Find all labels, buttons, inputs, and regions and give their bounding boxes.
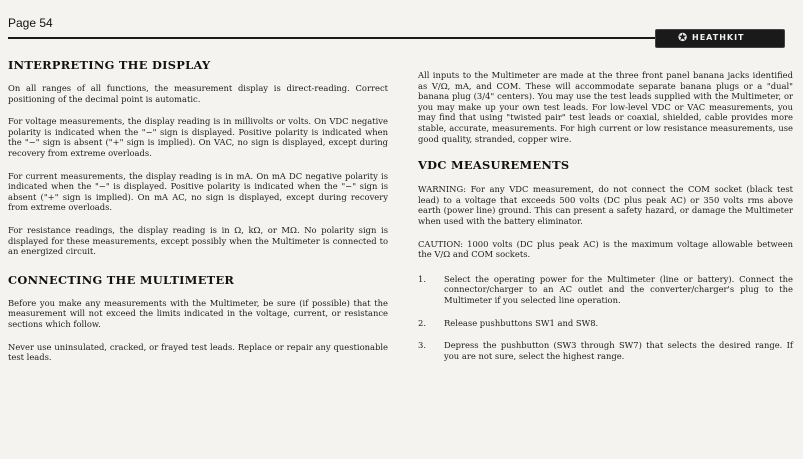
right-column: [418, 70, 793, 373]
warning-paragraph: WARNING: For any VDC measurement, do not connect the COM socket (black test lead) to a voltage that exceeds 500 volts (DC plus peak AC) or 350 volts rms above earth (power line) ground. This can present a safety hazard, or damage the Multimeter when used with the battery eliminator.: [418, 184, 793, 226]
paragraph: For resistance readings, the display reading is in Ω, kΩ, or MΩ. No polarity sign is displayed for these measurements, except possibly when the Multimeter is connected to an energized circuit.: [8, 224, 388, 257]
page-number: Page 54: [8, 16, 53, 30]
section-title-connecting: CONNECTING THE MULTIMETER: [8, 272, 235, 287]
left-column: [8, 58, 388, 363]
header-rule: [8, 37, 656, 39]
heathkit-logo: [655, 29, 785, 48]
step-number: 3.: [418, 340, 426, 351]
inputs-paragraph: All inputs to the Multimeter are made at the three front panel banana jacks identified as V/Ω, mA, and COM. These will accommodate separate banana plugs or a "dual" banana plug (3/4" centers). You may use the test leads supplied with the Multimeter, or you may make up your own test leads. For low-level VDC or VAC measurements, you may find that using "twisted pair" test leads or coaxial, shielded, cable provides more stable, accurate, measurements. For high current or low resistance measurements, use good quality, stranded, copper wire.: [418, 70, 793, 144]
caution-paragraph: CAUTION: 1000 volts (DC plus peak AC) is the maximum voltage allowable between the V/Ω and COM sockets.: [418, 238, 793, 260]
paragraph: Never use uninsulated, cracked, or frayed test leads. Replace or repair any questionable test leads.: [8, 341, 388, 363]
steps-list: [418, 274, 793, 362]
paragraph: Before you make any measurements with the Multimeter, be sure (if possible) that the measurement will not exceed the limits indicated in the voltage, current, or resistance sections which follow.: [8, 297, 388, 329]
list-item: [418, 318, 793, 329]
logo-text: HEATHKIT: [692, 33, 745, 42]
paragraph: On all ranges of all functions, the measurement display is direct-reading. Correct positioning of the decimal point is automatic.: [8, 83, 388, 104]
step-text: Select the operating power for the Multimeter (line or battery). Connect the connector/charger to an AC outlet and the converter/charger's plug to the Multimeter if you selected line operation.: [444, 273, 793, 305]
page-header: [0, 0, 803, 48]
section-title-vdc: VDC MEASUREMENTS: [418, 158, 570, 173]
section-title-interpreting: INTERPRETING THE DISPLAY: [8, 58, 211, 72]
list-item: [418, 274, 793, 306]
step-text: Depress the pushbutton (SW3 through SW7) that selects the desired range. If you are not sure, select the highest range.: [444, 340, 793, 361]
paragraph: For voltage measurements, the display reading is in millivolts or volts. On VDC negative polarity is indicated when the "−" sign is displayed. Positive polarity is indicated when the "−" sign is absent ("+" sign is implied). On VAC, no sign is displayed, except during recovery from extreme overloads.: [8, 116, 388, 158]
step-number: 2.: [418, 317, 426, 328]
step-text: Release pushbuttons SW1 and SW8.: [444, 317, 599, 328]
paragraph: For current measurements, the display reading is in mA. On mA DC negative polarity is indicated when the "−" is displayed. Positive polarity is indicated when the "−" sign is absent ("+" sign is implied). On mA AC, no sign is displayed, except during recovery from extreme overloads.: [8, 170, 388, 213]
list-item: [418, 340, 793, 361]
star-icon: ✪: [678, 31, 688, 44]
step-number: 1.: [418, 273, 426, 284]
